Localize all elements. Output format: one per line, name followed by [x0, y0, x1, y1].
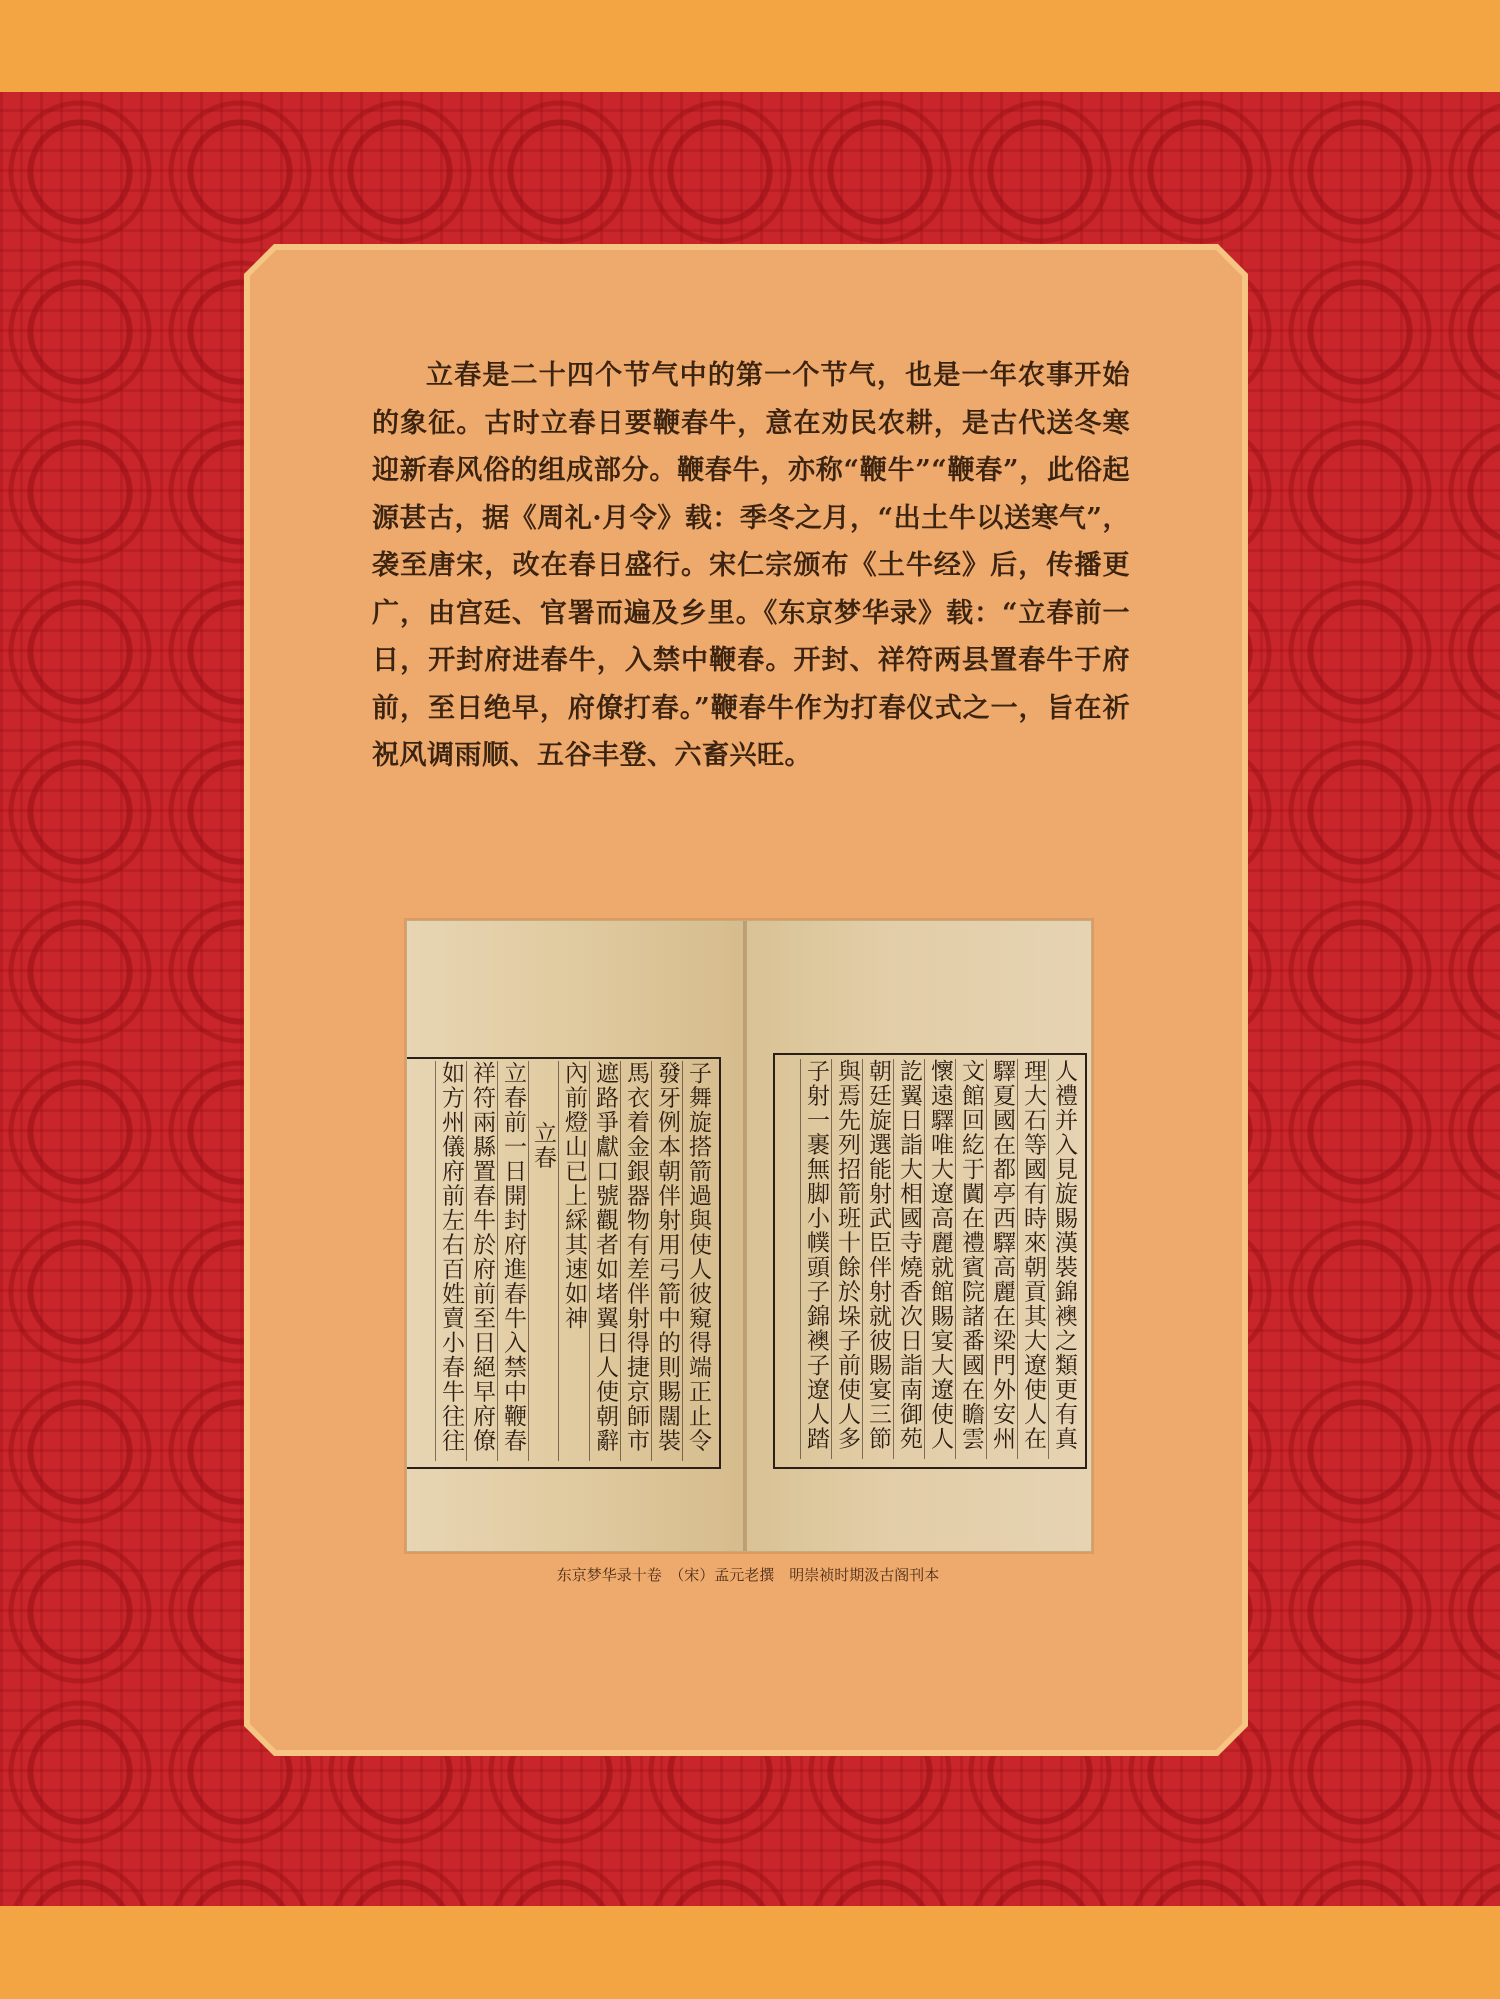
- right-page-text: [777, 1059, 1079, 1461]
- text-column: 驛夏國在都亭西驛高麗在梁門外安州: [986, 1059, 1017, 1459]
- text-column: 馬衣着金銀器物有差伴射得捷京師市: [620, 1061, 651, 1461]
- bottom-orange-band: [0, 1906, 1500, 1999]
- text-column: 立春前一日開封府進春牛入禁中鞭春: [497, 1061, 528, 1461]
- text-column: 文館回紇于闐在禮賓院諸番國在瞻雲: [955, 1059, 986, 1459]
- book-photo: [406, 920, 1092, 1552]
- text-column: 如方州儀府前左右百姓賣小春牛往往: [435, 1061, 466, 1461]
- text-column: 與焉先列招箭班十餘於垛子前使人多: [831, 1059, 862, 1459]
- text-column: 發牙例本朝伴射用弓箭中的則賜闊裝: [651, 1061, 682, 1461]
- image-caption: 东京梦华录十卷 （宋）孟元老撰 明崇祯时期汲古阁刊本: [556, 1566, 940, 1584]
- text-column: 子射一裹無脚小幞頭子錦襖子遼人踏: [800, 1059, 831, 1459]
- text-column: 祥符兩縣置春牛於府前至日絕早府僚: [466, 1061, 497, 1461]
- body-paragraph: 立春是二十四个节气中的第一个节气，也是一年农事开始的象征。古时立春日要鞭春牛，意在劝民农耕，是古代送冬寒迎新春风俗的组成部分。鞭春牛，亦称“鞭牛”“鞭春”，此俗起源甚古，据《周礼·月令》载：季冬之月，“出土牛以送寒气”，袭至唐宋，改在春日盛行。宋仁宗颁布《土牛经》后，传播更广，由宫廷、官署而遍及乡里。《东京梦华录》载：“立春前一日，开封府进春牛，入禁中鞭春。开封、祥符两县置春牛于府前，至日绝早，府僚打春。”鞭春牛作为打春仪式之一，旨在祈祝风调雨顺、五谷丰登、六畜兴旺。: [372, 360, 1130, 771]
- top-orange-band: [0, 0, 1500, 92]
- text-column: 朝廷旋選能射武臣伴射就彼賜宴三節: [862, 1059, 893, 1459]
- text-column: 懷遠驛唯大遼高麗就館賜宴大遼使人: [924, 1059, 955, 1459]
- text-column: 人禮并入見旋賜漢裝錦襖之類更有真: [1048, 1059, 1079, 1459]
- text-column: 訖翼日詣大相國寺燒香次日詣南御苑: [893, 1059, 924, 1459]
- text-column: 理大石等國有時來朝貢其大遼使人在: [1017, 1059, 1048, 1459]
- text-column: 內前燈山已上綵其速如神: [558, 1061, 589, 1461]
- book-gutter: [743, 921, 747, 1551]
- text-column: 子舞旋搭箭過與使人彼窺得端正止令: [682, 1061, 713, 1461]
- text-column: 遮路爭獻口號觀者如堵翼日人使朝辭: [589, 1061, 620, 1461]
- text-column-heading: 立春: [528, 1061, 558, 1461]
- left-page-text: [413, 1061, 713, 1461]
